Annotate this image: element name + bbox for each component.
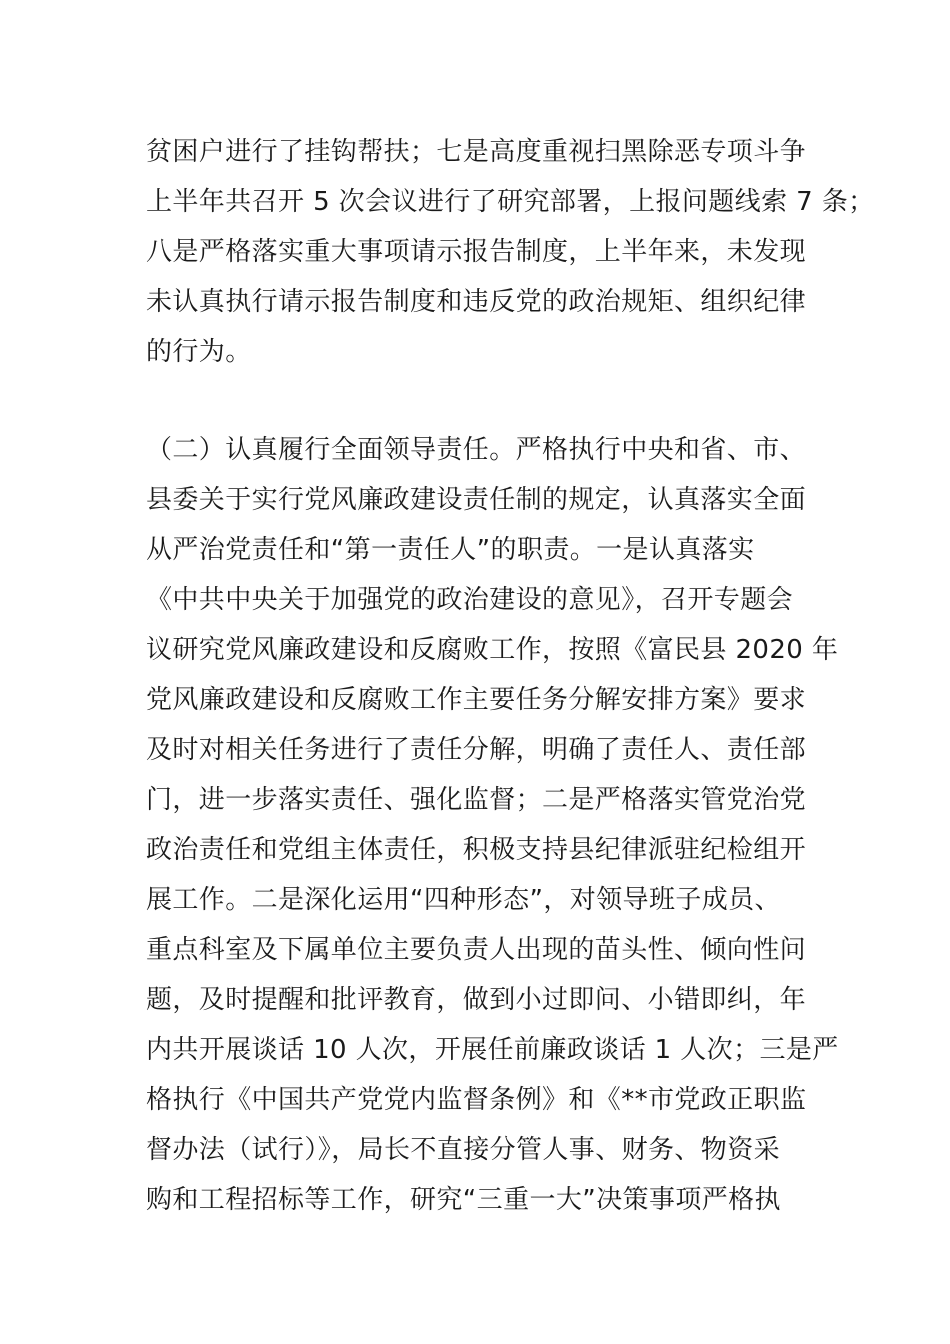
text-line: 门，进一步落实责任、强化监督；二是严格落实管党治党 (146, 785, 807, 815)
text-line: 重点科室及下属单位主要负责人出现的苗头性、倾向性问 (146, 935, 807, 965)
text-line: 《中共中央关于加强党的政治建设的意见》，召开专题会 (146, 585, 794, 615)
text-line: 县委关于实行党风廉政建设责任制的规定，认真落实全面 (146, 485, 807, 515)
text-line: 政治责任和党组主体责任，积极支持县纪律派驻纪检组开 (146, 835, 807, 865)
text-line: 展工作。二是深化运用“四种形态”，对领导班子成员、 (146, 885, 781, 915)
text-line: 题，及时提醒和批评教育，做到小过即问、小错即纠，年 (146, 985, 807, 1015)
text-line: （二）认真履行全面领导责任。严格执行中央和省、市、 (146, 435, 807, 465)
text-line: 贫困户进行了挂钩帮扶；七是高度重视扫黑除恶专项斗争 (146, 137, 807, 167)
text-line: 格执行《中国共产党党内监督条例》和《**市党政正职监 (146, 1085, 807, 1115)
text-line: 议研究党风廉政建设和反腐败工作，按照《富民县 2020 年 (146, 635, 839, 665)
text-line: 的行为。 (146, 337, 252, 367)
text-line: 从严治党责任和“第一责任人”的职责。一是认真落实 (146, 535, 755, 565)
text-line: 上半年共召开 5 次会议进行了研究部署，上报问题线索 7 条； (146, 187, 875, 217)
text-line: 及时对相关任务进行了责任分解，明确了责任人、责任部 (146, 735, 807, 765)
text-line: 督办法（试行）》，局长不直接分管人事、财务、物资采 (146, 1135, 781, 1165)
text-line: 八是严格落实重大事项请示报告制度，上半年来，未发现 (146, 237, 807, 267)
text-line: 党风廉政建设和反腐败工作主要任务分解安排方案》要求 (146, 685, 807, 715)
text-line: 未认真执行请示报告制度和违反党的政治规矩、组织纪律 (146, 287, 807, 317)
text-line: 购和工程招标等工作，研究“三重一大”决策事项严格执 (146, 1185, 781, 1215)
text-line: 内共开展谈话 10 人次，开展任前廉政谈话 1 人次；三是严 (146, 1035, 839, 1065)
